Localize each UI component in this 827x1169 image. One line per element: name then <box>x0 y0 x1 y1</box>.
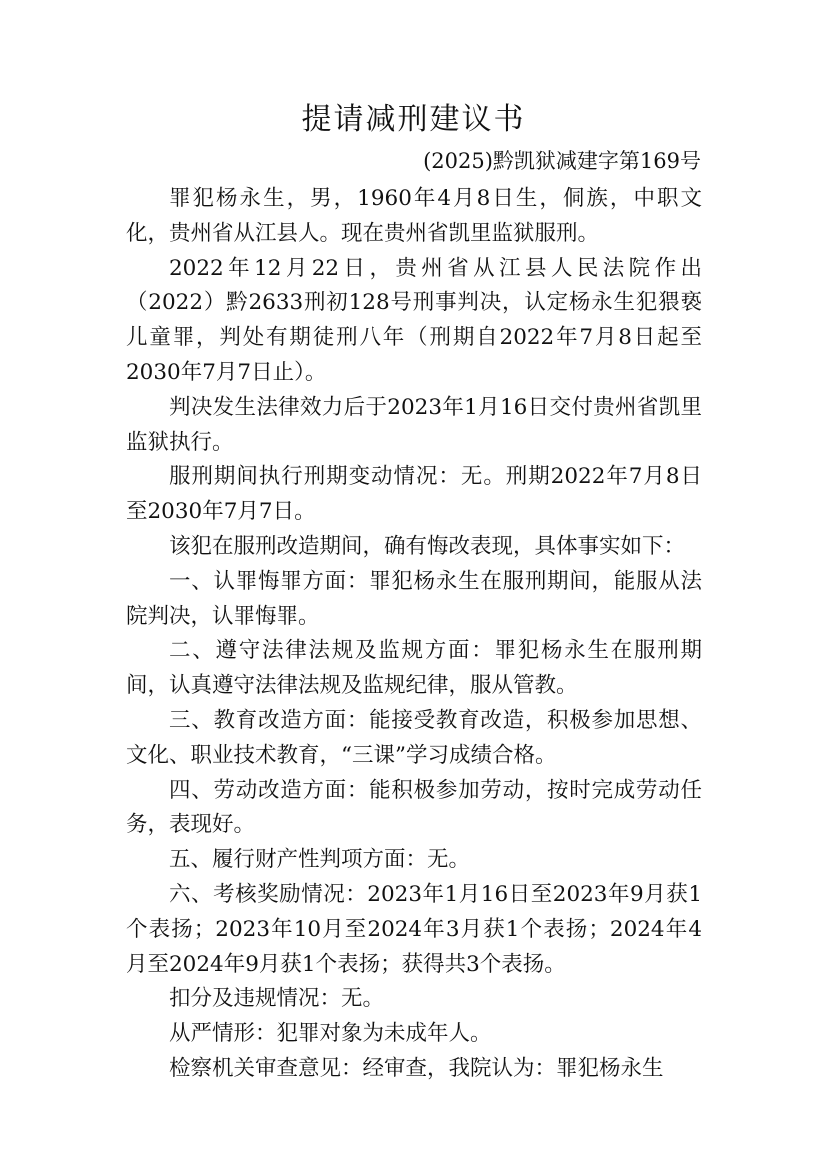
paragraph-rules-compliance: 二、遵守法律法规及监规方面：罪犯杨永生在服刑期间，认真遵守法律法规及监规纪律，服从管教。 <box>126 638 702 699</box>
document-body <box>126 182 702 1087</box>
paragraph-delivery: 判决发生法律效力后于2023年1月16日交付贵州省凯里监狱执行。 <box>126 394 702 455</box>
paragraph-education: 三、教育改造方面：能接受教育改造，积极参加思想、文化、职业技术教育，“三课”学习成绩合格。 <box>126 707 702 768</box>
document-number: (2025)黔凯狱减建字第169号 <box>423 149 701 173</box>
paragraph-property-judgment: 五、履行财产性判项方面：无。 <box>169 847 471 873</box>
paragraph-strict-circumstances: 从严情形：犯罪对象为未成年人。 <box>169 1021 492 1047</box>
paragraph-labor: 四、劳动改造方面：能积极参加劳动，按时完成劳动任务，表现好。 <box>126 777 702 838</box>
document-title: 提请减刑建议书 <box>301 102 526 137</box>
paragraph-violations: 扣分及违规情况：无。 <box>169 986 385 1012</box>
paragraph-criminal-info: 罪犯杨永生，男，1960年4月8日生，侗族，中职文化，贵州省从江县人。现在贵州省凯里监狱服刑。 <box>126 186 702 246</box>
paragraph-sentence-changes: 服刑期间执行刑期变动情况：无。刑期2022年7月8日至2030年7月7日。 <box>126 464 702 525</box>
paragraph-procuratorate-opinion: 检察机关审查意见：经审查，我院认为：罪犯杨永生 <box>169 1055 664 1081</box>
paragraph-repentance: 一、认罪悔罪方面：罪犯杨永生在服刑期间，能服从法院判决，认罪悔罪。 <box>126 568 702 629</box>
paragraph-rewards: 六、考核奖励情况：2023年1月16日至2023年9月获1个表扬；2023年10月至2024年3月获1个表扬；2024年4月至2024年9月获1个表扬；获得共3个表扬。 <box>126 881 702 977</box>
paragraph-judgment: 2022年12月22日，贵州省从江县人民法院作出（2022）黔2633刑初128号刑事判决，认定杨永生犯猥亵儿童罪，判处有期徒刑八年（刑期自2022年7月8日起至2030年7月7日止）。 <box>126 255 702 385</box>
paragraph-repentance-intro: 该犯在服刑改造期间，确有悔改表现，具体事实如下： <box>169 533 686 559</box>
